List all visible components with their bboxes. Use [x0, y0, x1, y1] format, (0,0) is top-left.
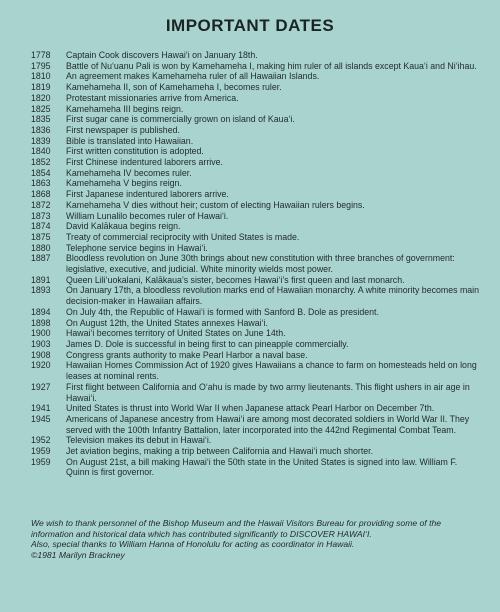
- entry-event: On January 17th, a bloodless revolution marks end of Hawaiian monarchy. A white minority becomes main decision-maker in Hawaiian affairs.: [66, 285, 480, 307]
- timeline-entry: [31, 435, 483, 446]
- entry-event: On August 21st, a bill making Hawai‘i the 50th state in the United States is signed into law. William F. Quinn is first governor.: [66, 456, 458, 478]
- timeline-entry: [31, 350, 483, 361]
- entry-event: Jet aviation begins, making a trip between California and Hawai‘i much shorter.: [66, 446, 374, 457]
- timeline-entry: [31, 114, 483, 125]
- entry-year: 1854: [31, 167, 51, 178]
- entry-year: 1959: [31, 456, 51, 467]
- entry-year: 1863: [31, 178, 51, 189]
- timeline-entry: [31, 189, 483, 200]
- entry-year: 1952: [31, 435, 51, 446]
- timeline-entry: [31, 71, 483, 82]
- entry-event: William Lunalilo becomes ruler of Hawai‘i.: [66, 210, 229, 221]
- page-title: IMPORTANT DATES: [165, 16, 335, 35]
- entry-year: 1873: [31, 210, 51, 221]
- timeline-entry: [31, 61, 483, 72]
- entry-event: Battle of Nu‘uanu Pali is won by Kamehameha I, making him ruler of all islands except Kaua‘i and Ni‘ihau.: [66, 60, 477, 71]
- timeline-entry: [31, 457, 483, 478]
- entry-year: 1839: [31, 135, 51, 146]
- entry-year: 1880: [31, 242, 51, 253]
- timeline-entry: [31, 136, 483, 147]
- timeline-entry: [31, 93, 483, 104]
- timeline-entry: [31, 360, 483, 381]
- entry-event: Captain Cook discovers Hawai‘i on January 18th.: [66, 50, 258, 60]
- entry-event: Queen Lili‘uokalani, Kalākaua’s sister, becomes Hawai‘i’s first queen and last monarch.: [66, 274, 405, 285]
- entry-year: 1920: [31, 360, 51, 371]
- entry-event: United States is thrust into World War II when Japanese attack Pearl Harbor on December 7th.: [66, 403, 435, 414]
- entry-event: Hawai‘i becomes territory of United States on June 14th.: [66, 328, 286, 339]
- timeline-entry: [31, 318, 483, 329]
- timeline-entry: [31, 339, 483, 350]
- entry-year: 1825: [31, 103, 51, 114]
- entry-year: 1945: [31, 413, 51, 424]
- entry-year: 1819: [31, 82, 51, 93]
- entry-event: Kamehameha V dies without heir; custom of electing Hawaiian rulers begins.: [66, 199, 365, 210]
- timeline-entry: [31, 146, 483, 157]
- entry-event: Americans of Japanese ancestry from Hawai‘i are among most decorated soldiers in World War II. They served with the 100th Infantry Battalion, later incorporated into the 442nd Regimental Combat Team.: [66, 413, 470, 435]
- entry-event: First newspaper is published.: [66, 124, 180, 135]
- entry-event: Television makes its debut in Hawai‘i.: [66, 435, 212, 446]
- acknowledgement-thanks: We wish to thank personnel of the Bishop Museum and the Hawaii Visitors Bureau for providing some of the information and historical data which has contributed significantly to DISCOVER HAWAI‘I.: [31, 518, 442, 539]
- timeline-entry: [31, 50, 483, 61]
- timeline-entry: [31, 82, 483, 93]
- entry-event: Kamehameha IV becomes ruler.: [66, 167, 192, 178]
- entry-year: 1900: [31, 328, 51, 339]
- entry-year: 1959: [31, 446, 51, 457]
- timeline-entry: [31, 275, 483, 286]
- entry-event: James D. Dole is successful in being first to can pineapple commercially.: [66, 338, 349, 349]
- timeline-entry: [31, 221, 483, 232]
- entry-year: 1840: [31, 146, 51, 157]
- entry-event: Kamehameha II, son of Kamehameha I, becomes ruler.: [66, 82, 282, 93]
- entry-year: 1778: [31, 50, 51, 60]
- entry-year: 1836: [31, 124, 51, 135]
- timeline-entry: [31, 157, 483, 168]
- timeline-entry: [31, 168, 483, 179]
- entry-event: Bloodless revolution on June 30th brings about new constitution with three branches of government: legislative, executive, and judicial. White minority wields most power.: [66, 253, 455, 275]
- timeline-entry: [31, 125, 483, 136]
- entry-event: David Kalākaua begins reign.: [66, 221, 181, 232]
- timeline-entry: [31, 232, 483, 243]
- entry-year: 1852: [31, 157, 51, 168]
- entry-year: 1874: [31, 221, 51, 232]
- timeline-entry: [31, 307, 483, 318]
- copyright-notice: ©1981 Marilyn Brackney: [31, 550, 125, 561]
- entry-year: 1893: [31, 285, 51, 296]
- timeline-entry: [31, 211, 483, 222]
- entry-event: Protestant missionaries arrive from America.: [66, 92, 239, 103]
- entry-event: First flight between California and O‘ahu is made by two army lieutenants. This flight ushers in air age in Hawai‘i.: [66, 381, 470, 403]
- timeline-entry: [31, 446, 483, 457]
- timeline-entry: [31, 104, 483, 115]
- entry-year: 1927: [31, 381, 51, 392]
- entry-year: 1810: [31, 71, 51, 82]
- entry-event: First sugar cane is commercially grown on island of Kaua‘i.: [66, 114, 295, 125]
- entry-event: First Japanese indentured laborers arrive.: [66, 189, 229, 200]
- entry-year: 1887: [31, 253, 51, 264]
- entry-event: An agreement makes Kamehameha ruler of all Hawaiian Islands.: [66, 71, 320, 82]
- entry-year: 1891: [31, 274, 51, 285]
- entry-event: On July 4th, the Republic of Hawai‘i is formed with Sanford B. Dole as president.: [66, 306, 379, 317]
- entry-event: Bible is translated into Hawaiian.: [66, 135, 194, 146]
- entry-year: 1898: [31, 317, 51, 328]
- entry-event: Kamehameha III begins reign.: [66, 103, 184, 114]
- entry-year: 1868: [31, 189, 51, 200]
- entry-event: Hawaiian Homes Commission Act of 1920 gives Hawaiians a chance to farm on homesteads held on long leases at nominal rents.: [66, 360, 477, 382]
- timeline-entry: [31, 178, 483, 189]
- timeline-entry: [31, 243, 483, 254]
- entry-year: 1872: [31, 199, 51, 210]
- entry-year: 1820: [31, 92, 51, 103]
- entry-year: 1795: [31, 60, 51, 71]
- entry-event: Telephone service begins in Hawai‘i.: [66, 242, 208, 253]
- timeline-list: [31, 50, 483, 478]
- entry-year: 1903: [31, 338, 51, 349]
- entry-event: Treaty of commercial reciprocity with United States is made.: [66, 231, 300, 242]
- timeline-entry: [31, 285, 483, 306]
- entry-year: 1835: [31, 114, 51, 125]
- timeline-entry: [31, 253, 483, 274]
- entry-event: First written constitution is adopted.: [66, 146, 204, 157]
- timeline-entry: [31, 403, 483, 414]
- timeline-entry: [31, 382, 483, 403]
- entry-event: Kamehameha V begins reign.: [66, 178, 182, 189]
- entry-year: 1894: [31, 306, 51, 317]
- entry-event: First Chinese indentured laborers arrive.: [66, 157, 223, 168]
- entry-year: 1941: [31, 403, 51, 414]
- entry-event: On August 12th, the United States annexes Hawai‘i.: [66, 317, 268, 328]
- acknowledgement-special-thanks: Also, special thanks to William Hanna of Honolulu for acting as coordinator in Hawaii.: [31, 539, 355, 550]
- timeline-entry: [31, 328, 483, 339]
- entry-year: 1908: [31, 349, 51, 360]
- entry-event: Congress grants authority to make Pearl Harbor a naval base.: [66, 349, 308, 360]
- timeline-entry: [31, 200, 483, 211]
- entry-year: 1875: [31, 231, 51, 242]
- timeline-entry: [31, 414, 483, 435]
- acknowledgement: [31, 518, 476, 561]
